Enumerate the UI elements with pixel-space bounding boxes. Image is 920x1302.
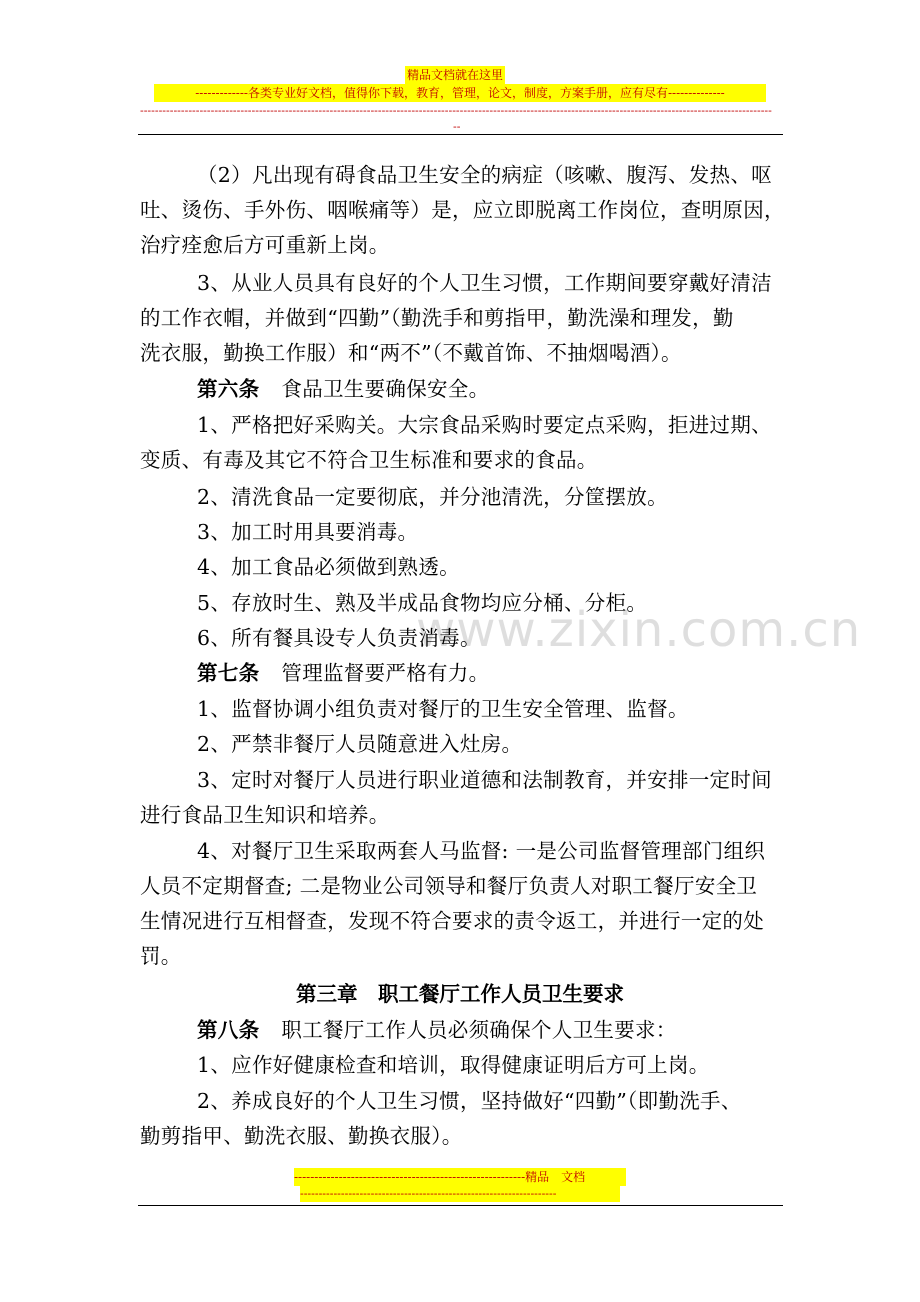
article-6-heading bbox=[197, 372, 841, 407]
article-7-heading bbox=[197, 656, 841, 691]
watermark: www.zixin.com.cn bbox=[416, 602, 862, 658]
text-line: 吐、烫伤、手外伤、咽喉痛等）是，应立即脱离工作岗位，查明原因， bbox=[140, 198, 785, 222]
text-line: 变质、有毒及其它不符合卫生标准和要求的食品。 bbox=[140, 448, 598, 472]
text-line: 2、养成良好的个人卫生习惯，坚持做好“四勤”（即勤洗手、 bbox=[197, 1089, 742, 1113]
footer-rule bbox=[138, 1205, 783, 1206]
article-text: 管理监督要严格有力。 bbox=[281, 661, 490, 685]
header-title: 精品文档就在这里 bbox=[407, 68, 504, 82]
text-line: 生情况进行互相督查，发现不符合要求的责令返工，并进行一定的处 bbox=[140, 909, 764, 933]
paragraph-training bbox=[140, 763, 784, 833]
article-label: 第七条 bbox=[197, 661, 260, 685]
text-line: （2）凡出现有碍食品卫生安全的病症（咳嗽、腹泻、发热、呕 bbox=[197, 163, 772, 187]
article-label: 第六条 bbox=[197, 377, 260, 401]
paragraph-cooking: 4、加工食品必须做到熟透。 bbox=[197, 555, 460, 579]
text-line: 罚。 bbox=[140, 944, 182, 968]
text-line: 勤剪指甲、勤洗衣服、勤换衣服）。 bbox=[140, 1124, 463, 1148]
text-line: 3、从业人员具有良好的个人卫生习惯，工作期间要穿戴好清洁 bbox=[197, 271, 772, 295]
article-label: 第八条 bbox=[197, 1018, 260, 1042]
header-rule bbox=[138, 134, 783, 135]
header-dash-line: -------------------------------------------------------------------------------------------------------------------------------------------------------------------------- bbox=[140, 104, 772, 117]
text-line: 4、对餐厅卫生采取两套人马监督: 一是公司监督管理部门组织 bbox=[197, 839, 766, 863]
text-line: 人员不定期督查; 二是物业公司领导和餐厅负责人对职工餐厅安全卫 bbox=[140, 874, 758, 898]
paragraph-washing: 2、清洗食品一定要彻底，并分池清洗，分筐摆放。 bbox=[197, 485, 668, 509]
article-text: 食品卫生要确保安全。 bbox=[281, 377, 490, 401]
paragraph-health-certificate: 1、应作好健康检查和培训，取得健康证明后方可上岗。 bbox=[197, 1053, 710, 1077]
paragraph-utensils: 3、加工时用具要消毒。 bbox=[197, 520, 419, 544]
article-text: 职工餐厅工作人员必须确保个人卫生要求： bbox=[281, 1018, 677, 1042]
text-line: 进行食品卫生知识和培养。 bbox=[140, 803, 390, 827]
chapter-3-heading: 第三章 职工餐厅工作人员卫生要求 bbox=[296, 982, 624, 1006]
article-8-heading bbox=[197, 1013, 841, 1048]
paragraph-tableware: 6、所有餐具设专人负责消毒。 bbox=[197, 626, 481, 650]
text-line: 3、定时对餐厅人员进行职业道德和法制教育，并安排一定时间 bbox=[197, 768, 772, 792]
header-subtitle: -------------各类专业好文档，值得你下载，教育，管理，论文，制度，方案手册，应有尽有-------------- bbox=[154, 84, 766, 102]
paragraph-four-diligences bbox=[140, 1084, 784, 1154]
paragraph-supervision: 1、监督协调小组负责对餐厅的卫生安全管理、监督。 bbox=[197, 697, 689, 721]
paragraph-procurement bbox=[140, 408, 784, 478]
paragraph-storage: 5、存放时生、熟及半成品食物均应分桶、分柜。 bbox=[197, 591, 648, 615]
text-line: 的工作衣帽，并做到“四勤”（勤洗手和剪指甲，勤洗澡和理发，勤 bbox=[140, 306, 734, 330]
paragraph-health-conditions bbox=[140, 158, 784, 263]
footer-line-1: ---------------------------------------------------------精品 文档 bbox=[294, 1168, 626, 1186]
text-line: 洗衣服，勤换工作服）和“两不”（不戴首饰、不抽烟喝酒）。 bbox=[140, 341, 682, 365]
footer-line-2: --------------------------------------------------------------------- bbox=[300, 1186, 620, 1202]
header-dash-tail: -- bbox=[453, 120, 461, 133]
text-line: 1、严格把好采购关。大宗食品采购时要定点采购，拒进过期、 bbox=[197, 413, 772, 437]
paragraph-kitchen-access: 2、严禁非餐厅人员随意进入灶房。 bbox=[197, 732, 523, 756]
text-line: 治疗痊愈后方可重新上岗。 bbox=[140, 233, 390, 257]
paragraph-hygiene-habits bbox=[140, 266, 784, 371]
paragraph-inspection bbox=[140, 834, 784, 974]
